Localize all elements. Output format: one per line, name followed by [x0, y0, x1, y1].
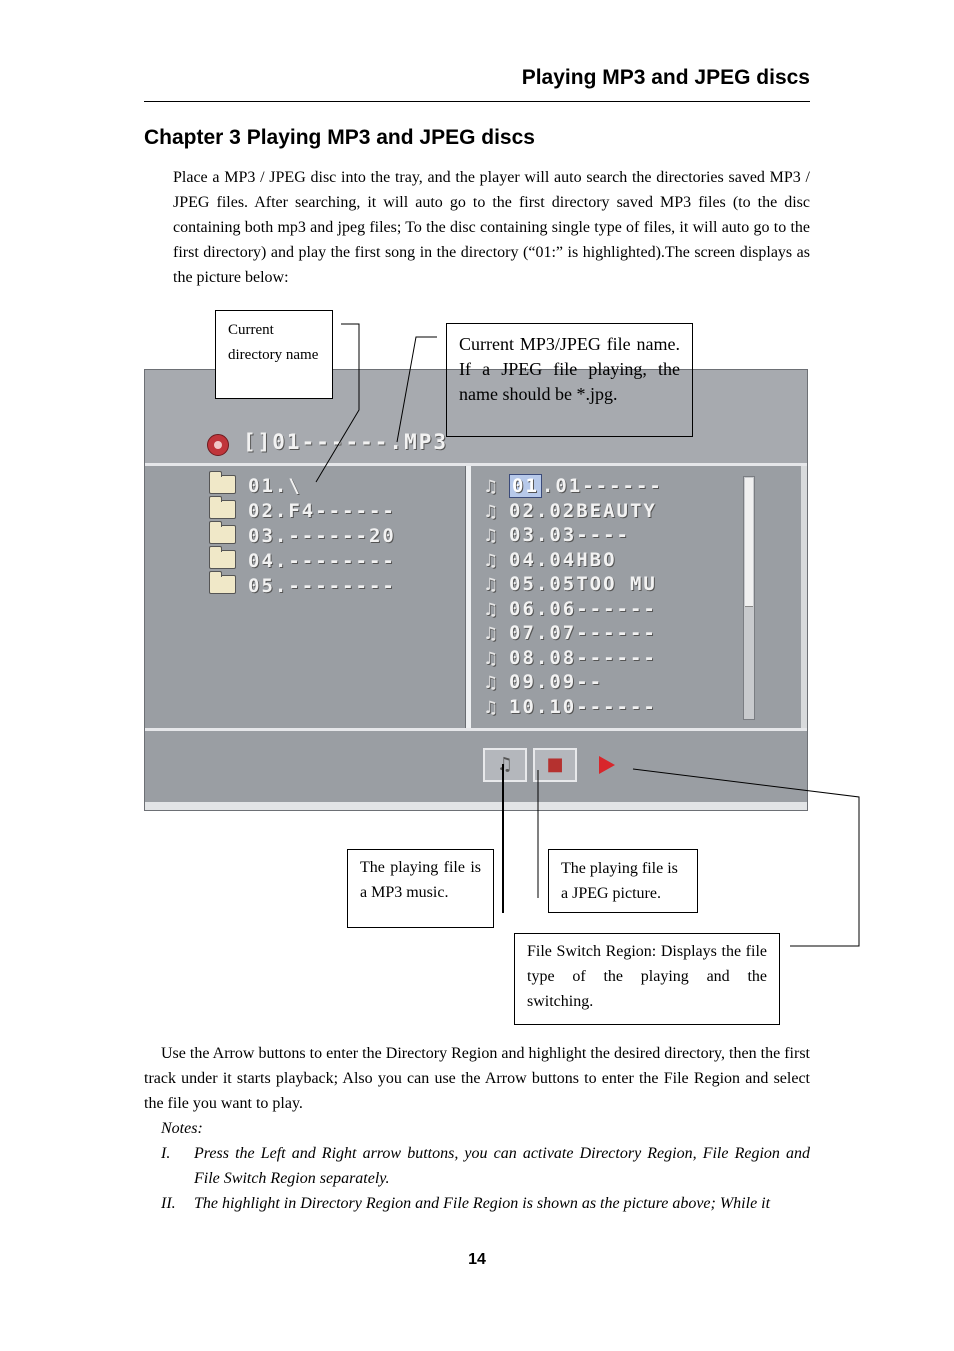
- folder-icon: [209, 550, 236, 569]
- music-note-icon: ♫: [483, 575, 501, 595]
- file-item[interactable]: ♫ 04.04HBO: [483, 548, 663, 573]
- current-path: []01------.MP3: [243, 430, 449, 454]
- music-note-icon: ♫: [483, 697, 501, 718]
- directory-item[interactable]: 05.--------: [209, 574, 396, 599]
- file-item[interactable]: ♫ 07.07------: [483, 621, 663, 646]
- file-item[interactable]: ♫ 03.03----: [483, 523, 663, 548]
- callout-file-switch: File Switch Region: Displays the file type of the playing and the switching.: [514, 933, 780, 1025]
- music-note-icon: ♫: [483, 624, 501, 644]
- chapter-title: Chapter 3 Playing MP3 and JPEG discs: [144, 126, 535, 149]
- music-note-icon: ♫: [483, 648, 501, 669]
- note-text: The highlight in Directory Region and File Region is shown as the picture above; While it: [194, 1195, 771, 1212]
- screen-bottom-edge: [145, 802, 807, 810]
- music-note-icon: ♫: [483, 673, 501, 693]
- screen-divider-bottom: [145, 728, 807, 731]
- directory-item[interactable]: 04.--------: [209, 549, 396, 574]
- file-region: [483, 474, 663, 719]
- notes-label: Notes:: [161, 1120, 203, 1137]
- music-note-icon: ♫: [483, 599, 501, 620]
- scrollbar-thumb[interactable]: [745, 478, 753, 607]
- play-icon[interactable]: [599, 756, 615, 774]
- note-item: [161, 1191, 810, 1216]
- folder-icon: [209, 575, 236, 594]
- note-item: [161, 1141, 810, 1191]
- music-note-icon: ♫: [483, 477, 501, 497]
- file-item[interactable]: ♫ 02.02BEAUTY: [483, 499, 663, 524]
- note-number: II.: [161, 1195, 176, 1212]
- folder-icon: [209, 475, 236, 494]
- jpeg-switch-button[interactable]: [533, 748, 577, 782]
- note-text: Press the Left and Right arrow buttons, you can activate Directory Region, File Region and File Switch Region separately.: [194, 1145, 810, 1187]
- folder-icon: [209, 500, 236, 519]
- file-item[interactable]: ♫ 06.06------: [483, 597, 663, 622]
- note-number: I.: [161, 1145, 171, 1162]
- directory-item[interactable]: 03.------20: [209, 524, 396, 549]
- camera-icon: ■: [546, 754, 564, 775]
- intro-paragraph: Place a MP3 / JPEG disc into the tray, and the player will auto search the directories saved MP3 / JPEG files. After searching, it will auto go to the first directory saved MP3 files (to the disc containing both mp3 and jpeg files; To the disc containing single type of files, it will auto go to the first directory) and play the first song in the directory (“01:” is highlighted).The screen displays as the picture below:: [173, 169, 810, 286]
- callout-file-name: Current MP3/JPEG file name. If a JPEG file playing, the name should be *.jpg.: [446, 323, 693, 437]
- screen-divider-top: [145, 463, 807, 466]
- disc-icon: [207, 434, 229, 456]
- body-paragraph: Use the Arrow buttons to enter the Directory Region and highlight the desired directory, then the first track under it starts playback; Also you can use the Arrow buttons to enter the File Region and select the file you want to play.: [144, 1045, 810, 1112]
- music-note-icon: ♫: [496, 754, 514, 775]
- file-item[interactable]: ♫ 08.08------: [483, 646, 663, 671]
- file-item[interactable]: ♫ 09.09--: [483, 670, 663, 695]
- folder-icon: [209, 525, 236, 544]
- highlighted-file-number: 01: [509, 474, 542, 498]
- screen-right-edge: [801, 466, 807, 730]
- music-note-icon: ♫: [483, 526, 501, 546]
- directory-item[interactable]: 02.F4------: [209, 499, 396, 524]
- mp3-switch-button[interactable]: [483, 748, 527, 782]
- file-item[interactable]: ♫ 01 .01------: [483, 474, 663, 499]
- file-item[interactable]: ♫ 10.10------: [483, 695, 663, 720]
- directory-item[interactable]: 01.\: [209, 474, 396, 499]
- callout-jpeg: The playing file is a JPEG picture.: [548, 849, 698, 913]
- header-rule: [144, 101, 810, 102]
- music-note-icon: ♫: [483, 501, 501, 522]
- file-scrollbar[interactable]: [743, 476, 755, 720]
- page-number: 14: [468, 1251, 486, 1268]
- music-note-icon: ♫: [483, 550, 501, 571]
- callout-mp3: The playing file is a MP3 music.: [347, 849, 494, 928]
- screen-divider-middle: [465, 466, 471, 730]
- callout-directory-name: Current directory name: [215, 310, 333, 399]
- file-item[interactable]: ♫ 05.05TOO MU: [483, 572, 663, 597]
- directory-region: [209, 474, 396, 599]
- running-header: Playing MP3 and JPEG discs: [521, 66, 810, 89]
